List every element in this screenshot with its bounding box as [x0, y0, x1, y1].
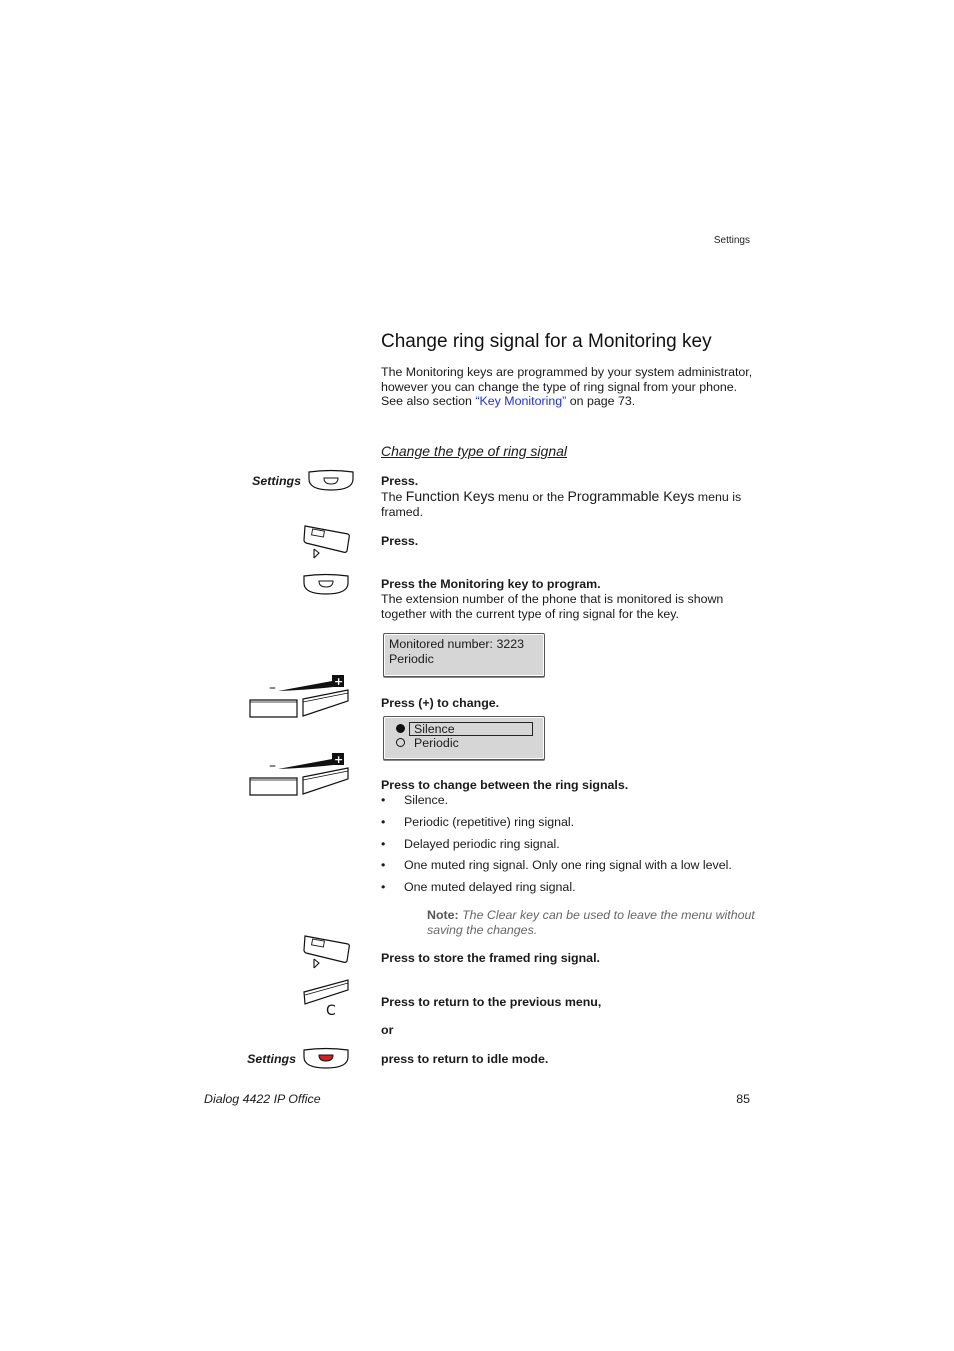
settings-key-red-icon[interactable]	[302, 1048, 350, 1070]
volume-key-icon-2[interactable]	[248, 752, 352, 798]
list-item: • One muted ring signal. Only one ring signal with a low level.	[381, 858, 761, 880]
step-press-soft-key: Press.	[381, 534, 419, 548]
step-press-settings: Press. The Function Keys menu or the Programmable Keys menu is framed.	[381, 474, 761, 519]
step-press-plus: Press (+) to change.	[381, 696, 500, 710]
soft-key-icon[interactable]	[302, 524, 352, 560]
footer-product: Dialog 4422 IP Office	[204, 1092, 321, 1106]
step-description: The Function Keys menu or the Programmable Keys menu is framed.	[381, 487, 742, 519]
step-change-ring-signals: Press to change between the ring signals.	[381, 778, 629, 792]
option-silence: Silence	[389, 722, 539, 736]
svg-text:+: +	[334, 753, 344, 766]
page-title: Change ring signal for a Monitoring key	[381, 331, 712, 352]
step-store-signal: Press to store the framed ring signal.	[381, 951, 600, 965]
note-box: Note: The Clear key can be used to leave the menu without saving the changes.	[427, 908, 755, 937]
list-item: • Delayed periodic ring signal.	[381, 837, 761, 859]
settings-key-label-2: Settings	[247, 1052, 296, 1066]
list-item: • One muted delayed ring signal.	[381, 880, 761, 902]
svg-text:+: +	[334, 675, 344, 688]
radio-unselected-icon	[396, 738, 405, 747]
step-press-monitoring-key: Press the Monitoring key to program. The extension number of the phone that is monitored is shown together with the current type of ring signal for the key.	[381, 577, 724, 621]
step-return-idle: press to return to idle mode.	[381, 1052, 549, 1066]
display-line-number: Monitored number: 3223	[389, 637, 525, 651]
menu-name-function-keys: Function Keys	[405, 487, 495, 504]
settings-key-label: Settings	[252, 474, 301, 488]
step-or: or	[381, 1023, 394, 1037]
clear-key-icon[interactable]	[302, 978, 352, 1018]
list-item: • Silence.	[381, 793, 761, 815]
page-number: 85	[736, 1092, 750, 1106]
svg-text:–: –	[269, 680, 276, 696]
ring-signal-list	[381, 793, 761, 902]
radio-selected-icon	[396, 724, 405, 733]
display-line-signal: Periodic	[389, 652, 434, 666]
svg-text:C: C	[326, 1003, 336, 1019]
settings-key-icon[interactable]	[307, 470, 355, 492]
option-periodic: Periodic	[389, 736, 539, 750]
menu-name-programmable-keys: Programmable Keys	[567, 487, 695, 504]
intro-paragraph: The Monitoring keys are programmed by your system administrator, however you can change the type of ring signal from your phone. See also section “Key Monitoring” on page 73.	[381, 365, 753, 409]
phone-display-options	[383, 716, 545, 760]
soft-key-icon-store[interactable]	[302, 934, 352, 970]
volume-key-icon[interactable]	[248, 674, 352, 720]
monitoring-key-icon[interactable]	[302, 574, 350, 596]
list-item: • Periodic (repetitive) ring signal.	[381, 815, 761, 837]
running-header: Settings	[713, 235, 750, 246]
key-monitoring-link[interactable]: “Key Monitoring”	[475, 394, 567, 409]
phone-display-monitored	[383, 633, 545, 677]
svg-text:–: –	[269, 758, 276, 774]
section-subtitle: Change the type of ring signal	[381, 443, 568, 459]
step-return-previous: Press to return to the previous menu,	[381, 995, 602, 1009]
